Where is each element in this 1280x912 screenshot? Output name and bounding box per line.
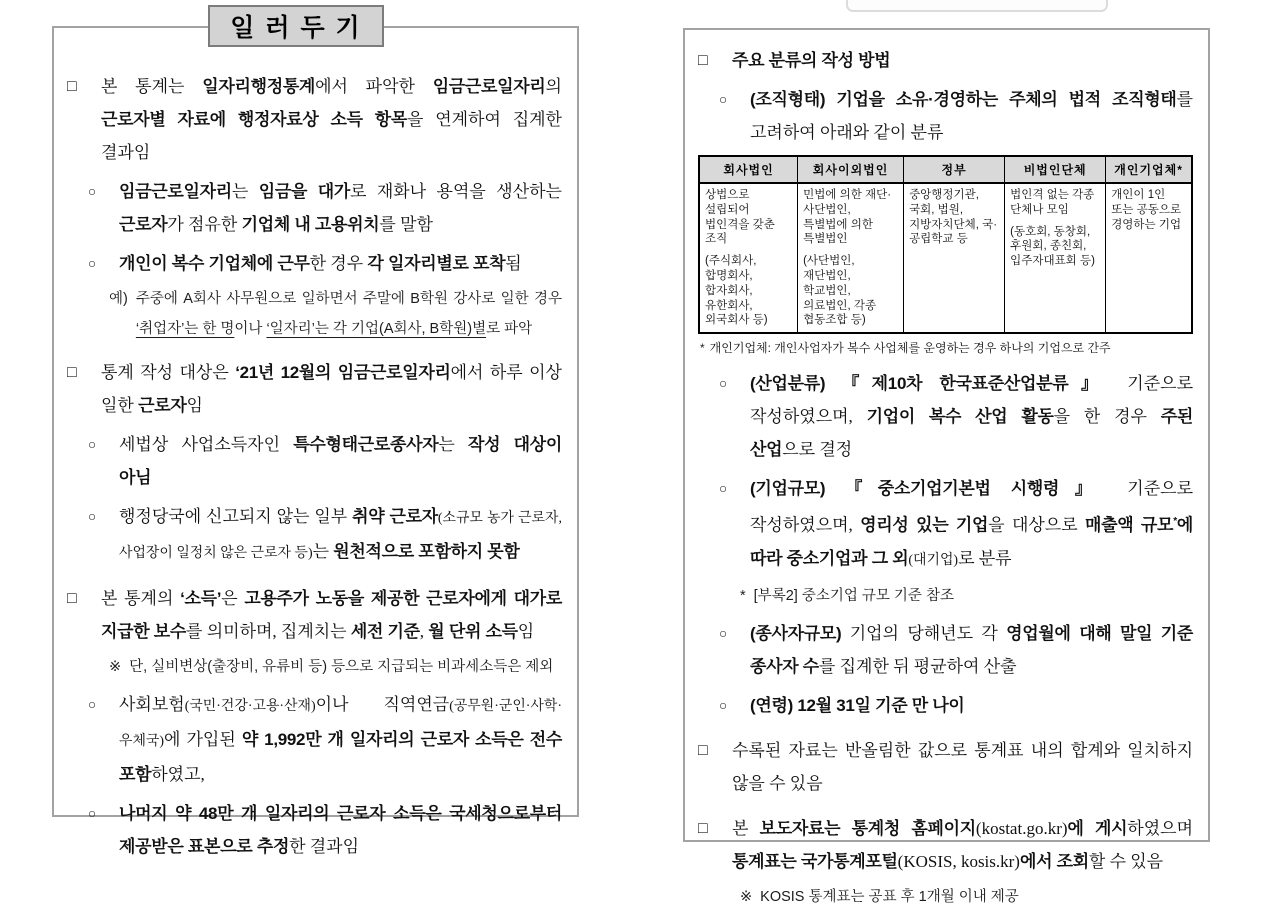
text-segment: 통계표는 국가통계포털 (732, 851, 898, 871)
text-segment: 월 단위 소득 (428, 622, 518, 641)
text-segment: 하였고, (151, 765, 205, 784)
text-segment: [부록2] 중소기업 규모 기준 참조 (753, 587, 954, 604)
paragraph-text (710, 340, 1193, 357)
cell-paren-text: (주식회사, 합명회사, 합자회사, 유한회사, 외국회사 등) (705, 255, 768, 327)
text-segment: ‘21년 12월의 임금근로일자리 (235, 363, 451, 382)
text-segment: 임금근로일자리 (432, 77, 546, 96)
right-item-9 (698, 734, 1193, 800)
text-segment: 영업월에 대해 말일 기준 종사자 수 (750, 623, 1193, 676)
right-item-8 (698, 689, 1193, 722)
text-segment: 원천적으로 포함하지 못함 (333, 542, 520, 561)
text-segment: 세법상 사업소득자인 (119, 435, 294, 454)
right-panel-body (685, 30, 1208, 905)
right-item-11 (698, 882, 1193, 912)
text-segment: 기업체 내 고용위치 (241, 215, 380, 234)
text-segment: 에 가입된 (164, 730, 242, 749)
right-item-4 (698, 367, 1193, 466)
paragraph-text (119, 797, 562, 863)
text-segment: 에서 조회 (1019, 851, 1089, 871)
left-panel-body (54, 28, 577, 856)
text-segment: 나머지 약 48만 개 일자리의 근로자 소득은 국세청으로부터 제공받은 표본으로 추정 (119, 804, 562, 856)
text-segment: (소규모 농가 근로자, 사업장이 일정치 않은 근로자 등) (119, 511, 562, 561)
cell-main-text: 개인이 1인 또는 공동으로 경영하는 기업 (1111, 189, 1182, 231)
paragraph-text (750, 689, 1193, 722)
text-segment: 는 (231, 182, 259, 201)
text-segment: 행정당국에 신고되지 않는 일부 (119, 507, 353, 526)
text-segment: 은 (221, 589, 245, 608)
text-segment: 으로 결정 (782, 440, 853, 460)
text-segment: 임금근로일자리 (119, 182, 232, 201)
text-segment: 임금을 대가 (258, 182, 350, 201)
table-row (699, 183, 1192, 333)
right-item-10 (698, 812, 1193, 878)
square-bullet-icon: □ (67, 364, 77, 381)
paragraph-text (750, 367, 1193, 466)
left-panel (52, 26, 579, 856)
cell-paren-text: (사단법인, 재단법인, 학교법인, 의료법인, 각종 협동조합 등) (803, 255, 877, 327)
text-segment: 를 집계한 뒤 평균하여 산출 (818, 656, 1017, 676)
paragraph-text (136, 284, 562, 344)
text-segment: 영리성 있는 기업 (860, 515, 989, 535)
text-segment: 기준으로 작성하였으며, (750, 479, 1193, 535)
right-item-0 (698, 44, 1193, 77)
right-item-1 (698, 83, 1193, 149)
text-segment: 주된 산업 (750, 407, 1193, 460)
text-segment: (공무원·군인·사학·우체국) (119, 699, 562, 749)
circle-bullet-icon: ○ (88, 437, 97, 452)
left-item-0 (67, 70, 562, 169)
text-segment: 임 (186, 396, 203, 415)
text-segment: (연령) 12월 31일 기준 만 나이 (750, 695, 965, 715)
table-header-cell: 회사법인 (699, 156, 798, 183)
text-segment: 약 1,992만 개 일자리의 근로자 소득은 전수 포함 (119, 730, 562, 784)
cell-main-text: 법인격 없는 각종 단체나 모임 (1010, 189, 1095, 216)
table-header-cell: 정부 (904, 156, 1005, 183)
square-bullet-icon: □ (698, 819, 708, 837)
table-cell (699, 183, 798, 333)
left-item-1 (67, 175, 562, 241)
left-item-7 (67, 582, 562, 648)
text-segment: 됨 (505, 254, 522, 273)
org-type-table-wrap (698, 155, 1193, 334)
text-segment: ‘소득’ (180, 589, 222, 608)
paragraph-text (754, 581, 1193, 611)
table-cell (1106, 183, 1192, 333)
circle-bullet-icon: ○ (88, 697, 97, 712)
asterisk-marker-icon: * (700, 341, 705, 356)
text-segment: 통계 작성 대상은 (101, 363, 236, 382)
text-segment: 는 (312, 542, 334, 561)
text-segment: 각 일자리별로 포착 (367, 254, 506, 273)
text-segment: 고용주가 노동을 제공한 근로자에게 대가로 지급한 보수 (101, 589, 562, 641)
paragraph-text (750, 83, 1193, 149)
text-segment: 『제10차 한국표준산업분류』 (842, 374, 1111, 394)
text-segment: , (419, 622, 429, 641)
text-segment: ‘취업자’는 한 명 (135, 321, 235, 337)
left-item-4 (67, 356, 562, 422)
text-segment: 기준으로 작성하였으며, (750, 374, 1193, 427)
text-segment: 한 경우 (309, 254, 368, 273)
text-segment: 는 (438, 435, 468, 454)
cell-main-text: 상법으로 설립되어 법인격을 갖춘 조직 (705, 189, 775, 246)
text-segment: 의 (545, 77, 562, 96)
paragraph-text (101, 582, 562, 648)
circle-bullet-icon: ○ (88, 806, 97, 821)
reference-mark-icon: ※ (740, 888, 753, 905)
paragraph-text (732, 734, 1193, 800)
text-segment: 을 대상으로 (988, 515, 1086, 535)
text-segment: 이나 직역연금 (315, 695, 450, 714)
reference-mark-icon: ※ (109, 659, 122, 675)
text-segment: 일자리행정통계 (202, 77, 316, 96)
text-segment: 에 게시 (1067, 818, 1128, 838)
text-segment: (국민·건강·고용·산재) (184, 699, 316, 714)
cell-paren-text: (동호회, 동창회, 후원회, 종친회, 입주자대표회 등) (1010, 225, 1095, 268)
text-segment: 로 재화나 용역을 생산하는 (349, 182, 562, 201)
text-segment: 을 한 경우 (1053, 407, 1161, 427)
text-segment: 주중에 A회사 사무원으로 일하면서 주말에 B학원 강사로 일한 경우 (135, 291, 562, 307)
square-bullet-icon: □ (67, 590, 77, 607)
text-segment: 개인이 복수 기업체에 근무 (119, 254, 310, 273)
organization-type-table (698, 155, 1193, 334)
text-segment: (KOSIS, kosis.kr) (897, 851, 1020, 871)
cell-main-text: 중앙행정기관, 국회, 법원, 지방자치단체, 국·공립학교 등 (909, 189, 998, 246)
text-segment: 를 말함 (379, 215, 433, 234)
paragraph-text (101, 70, 562, 169)
text-segment: 하였으며 (1127, 818, 1193, 838)
paragraph-text (119, 175, 562, 241)
text-segment: 한 결과임 (289, 837, 360, 856)
text-segment: 에서 하루 이상 일한 (101, 363, 562, 415)
left-item-5 (67, 428, 562, 494)
square-bullet-icon: □ (67, 78, 77, 95)
text-segment: 근로자 (138, 396, 187, 415)
circle-bullet-icon: ○ (88, 509, 97, 524)
text-segment: 『중소기업기본법 시행령』 (845, 479, 1108, 499)
paragraph-text (119, 428, 562, 494)
circle-bullet-icon: ○ (719, 481, 728, 497)
text-segment: 로 파악 (486, 321, 533, 337)
text-segment: (대기업) (908, 552, 959, 568)
left-item-3 (67, 284, 562, 344)
text-segment: 를 의미하며, 집계치는 (186, 622, 351, 641)
text-segment: 단, 실비변상(출장비, 유류비 등) 등으로 지급되는 비과세소득은 제외 (129, 659, 554, 675)
cutoff-box-remnant (846, 0, 1108, 12)
paragraph-text (119, 247, 562, 280)
left-item-6 (67, 500, 562, 570)
text-segment: 주요 분류의 작성 방법 (732, 51, 891, 70)
paragraph-text (750, 617, 1193, 683)
text-segment: 을 연계하여 집계한 결과임 (101, 110, 562, 162)
paragraph-text (119, 500, 562, 570)
text-segment: 매출액 규모 (1085, 515, 1174, 535)
table-cell (904, 183, 1005, 333)
table-header-cell: 비법인단체 (1005, 156, 1106, 183)
square-bullet-icon: □ (698, 52, 708, 69)
circle-bullet-icon: ○ (719, 92, 728, 107)
left-item-2 (67, 247, 562, 280)
circle-bullet-icon: ○ (88, 256, 97, 271)
text-segment: 기업의 당해년도 각 (841, 623, 1007, 643)
text-segment: 보도자료는 통계청 홈페이지 (759, 818, 976, 838)
text-segment: (조직형태) 기업을 소유·경영하는 주체의 법적 조직형태 (750, 90, 1177, 109)
text-segment: 할 수 있음 (1088, 851, 1164, 871)
text-segment: 로 분류 (958, 548, 1012, 568)
paragraph-text (119, 688, 562, 791)
text-segment: 본 통계는 (101, 77, 203, 96)
right-item-6 (698, 581, 1193, 611)
text-segment: 에 따라 중소기업과 그 외 (750, 515, 1193, 568)
circle-bullet-icon: ○ (719, 697, 728, 713)
asterisk-marker-icon: * (740, 587, 746, 604)
text-segment: 에서 파악한 (315, 77, 433, 96)
paragraph-text (101, 356, 562, 422)
text-segment: 근로자별 자료에 행정자료상 소득 항목 (101, 110, 407, 129)
text-segment: 를 고려하여 아래와 같이 분류 (750, 90, 1193, 142)
right-item-3 (698, 340, 1193, 357)
text-segment: (kostat.go.kr) (975, 818, 1068, 838)
square-bullet-icon: □ (698, 741, 708, 759)
text-segment: 가 점유한 (167, 215, 242, 234)
paragraph-text (732, 44, 1193, 77)
left-item-10 (67, 797, 562, 863)
text-segment: (기업규모) (750, 479, 846, 499)
paragraph-text (750, 472, 1193, 577)
text-segment: 이나 (234, 321, 267, 337)
left-item-8 (67, 652, 562, 682)
text-segment: 세전 기준 (350, 622, 420, 641)
text-segment: 수록된 자료는 반올림한 값으로 통계표 내의 합계와 일치하지 않을 수 있음 (732, 740, 1193, 793)
left-item-9 (67, 688, 562, 791)
text-segment: (종사자규모) (750, 623, 842, 643)
text-segment: 근로자 (119, 215, 168, 234)
text-segment: 사회보험 (119, 695, 185, 714)
right-item-5 (698, 472, 1193, 577)
paragraph-text (732, 812, 1193, 878)
text-segment: ‘일자리’는 각 기업(A회사, B학원)별 (266, 321, 487, 337)
page-title: 일 러 두 기 (208, 5, 384, 47)
text-segment: 개인기업체: 개인사업자가 복수 사업체를 운영하는 경우 하나의 기업으로 간주 (709, 341, 1111, 356)
cell-main-text: 민법에 의한 재단· 사단법인, 특별법에 의한 특별법인 (803, 189, 892, 246)
table-header-cell: 개인기업체* (1106, 156, 1192, 183)
text-segment: 본 (732, 818, 760, 838)
example-marker: 예) (109, 291, 128, 307)
table-cell (798, 183, 904, 333)
right-item-7 (698, 617, 1193, 683)
text-segment: 작성 대상이 아님 (119, 435, 562, 487)
text-segment: (산업분류) (750, 374, 843, 394)
text-segment: 취약 근로자 (352, 507, 438, 526)
table-header-cell: 회사이외법인 (798, 156, 904, 183)
text-segment: * (1173, 516, 1177, 528)
text-segment: 특수형태근로종사자 (293, 435, 439, 454)
table-cell (1005, 183, 1106, 333)
text-segment: KOSIS 통계표는 공표 후 1개월 이내 제공 (760, 888, 1019, 905)
text-segment: 본 통계의 (101, 589, 181, 608)
paragraph-text (129, 652, 562, 682)
circle-bullet-icon: ○ (719, 625, 728, 641)
paragraph-text (760, 882, 1193, 912)
circle-bullet-icon: ○ (88, 184, 97, 199)
right-panel (683, 28, 1210, 905)
circle-bullet-icon: ○ (719, 376, 728, 392)
text-segment: 임 (517, 622, 535, 641)
text-segment: 기업이 복수 산업 활동 (866, 407, 1054, 427)
